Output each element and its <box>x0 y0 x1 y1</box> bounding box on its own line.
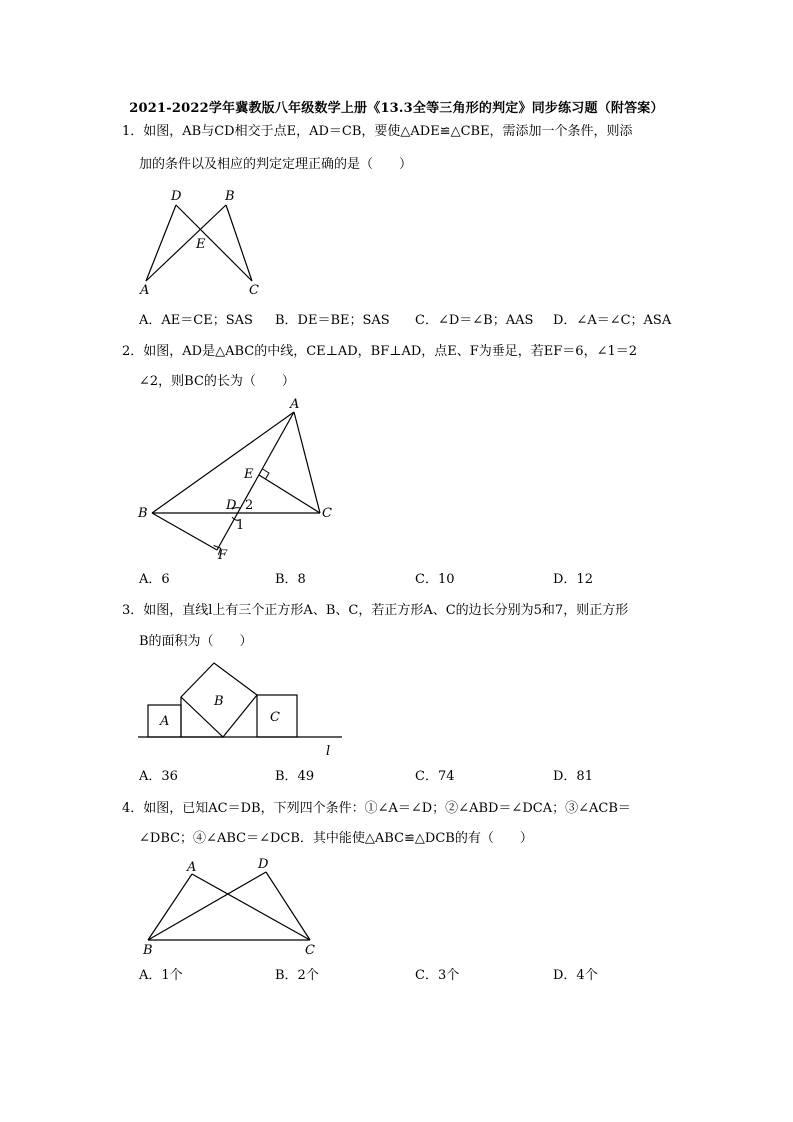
q3-stem-line2: B的面积为（ ） <box>139 634 253 649</box>
q2-label-E: E <box>244 467 254 482</box>
q4-option-b: B．2个 <box>275 968 319 983</box>
q2-figure <box>130 395 350 570</box>
q1-option-b: B．DE＝BE；SAS <box>275 313 390 328</box>
q1-label-D: D <box>171 189 182 204</box>
q2-label-D: D <box>226 498 237 513</box>
q2-label-A: A <box>290 397 300 412</box>
q3-figure <box>130 655 350 765</box>
q4-option-c: C．3个 <box>415 968 460 983</box>
q1-options <box>139 312 699 330</box>
q2-option-a: A．6 <box>139 572 170 587</box>
q2-label-F: F <box>218 548 228 563</box>
q2-option-d: D．12 <box>553 572 593 587</box>
q1-option-a: A．AE＝CE；SAS <box>139 313 253 328</box>
q1-label-C: C <box>249 283 259 298</box>
q4-stem-line1: 4．如图，已知AC＝DB，下列四个条件：①∠A＝∠D；②∠ABD＝∠DCA；③∠ACB＝ <box>122 801 631 816</box>
document-title: 2021-2022学年冀教版八年级数学上册《13.3全等三角形的判定》同步练习题（附答案） <box>129 101 664 116</box>
q2-label-angle-2: 2 <box>245 498 254 513</box>
q3-stem-line1: 3．如图，直线l上有三个正方形A、B、C，若正方形A、C的边长分别为5和7，则正方形 <box>122 603 629 618</box>
q3-option-d: D．81 <box>553 769 593 784</box>
q4-stem-line2: ∠DBC；④∠ABC＝∠DCB．其中能使△ABC≌△DCB的有（ ） <box>139 831 533 846</box>
q1-stem-line2: 加的条件以及相应的判定定理正确的是（ ） <box>139 157 413 172</box>
q2-option-b: B．8 <box>275 572 306 587</box>
q4-label-B: B <box>143 943 153 958</box>
q1-figure <box>130 185 270 300</box>
q4-label-C: C <box>305 943 315 958</box>
q2-stem-line1: 2．如图，AD是△ABC的中线，CE⊥AD，BF⊥AD，点E、F为垂足，若EF＝6，∠1＝2 <box>122 344 638 359</box>
q4-options <box>139 967 699 985</box>
q4-option-a: A．1个 <box>139 968 183 983</box>
q3-options <box>139 768 699 786</box>
q2-options <box>139 571 699 589</box>
q2-option-c: C．10 <box>415 572 455 587</box>
q2-label-angle-1: 1 <box>236 518 245 533</box>
q2-label-C: C <box>322 506 332 521</box>
q1-stem-line1: 1．如图，AB与CD相交于点E，AD＝CB，要使△ADE≌△CBE，需添加一个条件，则添 <box>122 124 633 139</box>
q2-label-B: B <box>138 506 148 521</box>
q4-label-A: A <box>187 860 197 875</box>
q4-figure <box>130 852 330 962</box>
q3-option-c: C．74 <box>415 769 455 784</box>
q1-label-A: A <box>140 283 150 298</box>
q2-stem-line2: ∠2，则BC的长为（ ） <box>139 374 295 389</box>
q3-label-l: l <box>326 744 331 759</box>
q1-label-B: B <box>225 189 235 204</box>
q3-label-B: B <box>214 694 224 709</box>
q3-label-C: C <box>270 710 280 725</box>
q4-label-D: D <box>258 857 269 872</box>
q1-option-c: C．∠D＝∠B；AAS <box>415 313 534 328</box>
q3-label-A: A <box>160 714 170 729</box>
q3-option-a: A．36 <box>139 769 178 784</box>
q3-option-b: B．49 <box>275 769 315 784</box>
q4-option-d: D．4个 <box>553 968 598 983</box>
q1-option-d: D．∠A＝∠C；ASA <box>553 313 672 328</box>
q1-label-E: E <box>196 237 206 252</box>
